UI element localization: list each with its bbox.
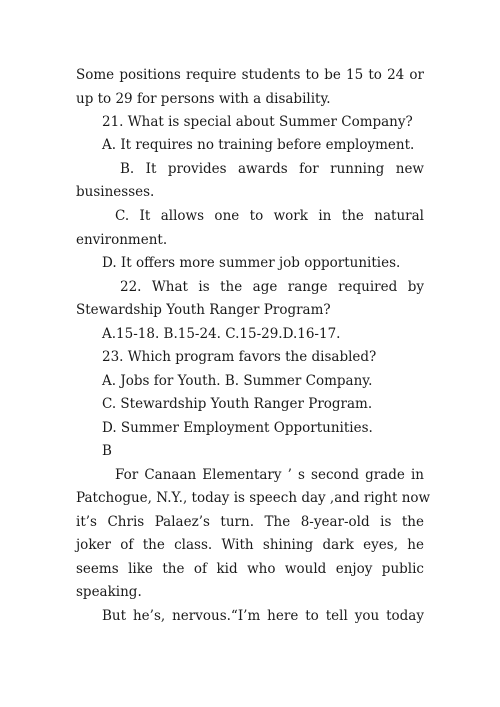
options-22: A.15-18. B.15-24. C.15-29.D.16-17. [102, 326, 341, 342]
passage-line: Patchogue, N.Y., today is speech day ,and right now [76, 490, 431, 506]
option-23-c: C. Stewardship Youth Ranger Program. [102, 396, 373, 412]
passage-line: speaking. [76, 584, 142, 600]
option-21-c-cont: environment. [76, 232, 168, 248]
options-23-ab: A. Jobs for Youth. B. Summer Company. [102, 373, 373, 389]
passage-line: For Canaan Elementary ’ s second grade in [115, 467, 424, 483]
option-21-b-cont: businesses. [76, 184, 155, 200]
question-22-cont: Stewardship Youth Ranger Program? [76, 302, 331, 318]
question-23: 23. Which program favors the disabled? [102, 349, 377, 365]
section-heading: B [102, 443, 112, 459]
option-21-d: D. It offers more summer job opportunities. [102, 255, 401, 271]
passage-line: But he’s, nervous.“I’m here to tell you today [102, 608, 424, 624]
option-23-d: D. Summer Employment Opportunities. [102, 420, 373, 436]
passage-line: joker of the class. With shining dark eyes, he [76, 537, 424, 553]
text-line: up to 29 for persons with a disability. [76, 91, 331, 107]
question-21: 21. What is special about Summer Company? [102, 114, 413, 130]
option-21-b: B. It provides awards for running new [120, 161, 424, 177]
question-22: 22. What is the age range required by [120, 279, 424, 295]
option-21-c: C. It allows one to work in the natural [115, 208, 424, 224]
passage-line: it’s Chris Palaez’s turn. The 8-year-old is the [76, 514, 424, 530]
option-21-a: A. It requires no training before employment. [102, 137, 415, 153]
text-line: Some positions require students to be 15 to 24 or [76, 67, 424, 83]
passage-line: seems like the of kid who would enjoy public [76, 561, 424, 577]
